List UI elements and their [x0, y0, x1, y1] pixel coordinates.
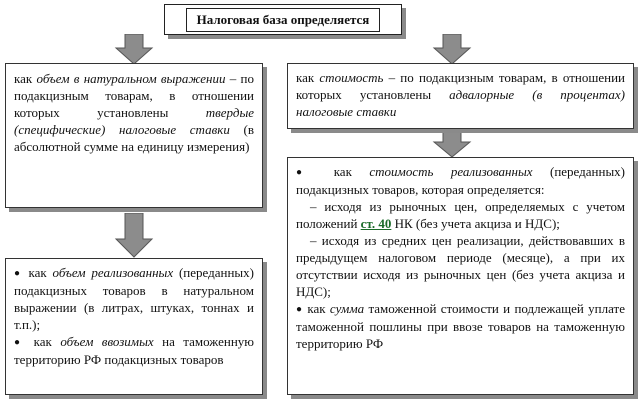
sub-item-market-prices: – исходя из рыночных цен, определяемых с учетом положений ст. 40 НК (без учета акциза и НДС); [296, 199, 625, 231]
list-item: ● как объем реализованных (переданных) подакцизных товаров в натуральном выражении (в литрах, штуках, тоннах и т.п.); [14, 265, 254, 332]
bullet-icon: ● [296, 167, 317, 178]
value-details-box [287, 157, 634, 395]
arrow-down-left-icon [114, 34, 154, 65]
diagram-title: Налоговая база определяется [186, 8, 381, 32]
arrow-down-left-lower-icon [114, 213, 154, 258]
list-item: ● как стоимость реализованных (переданных) подакцизных товаров, которая определяется: [296, 164, 626, 197]
bullet-icon: ● [14, 337, 26, 348]
value-box [287, 63, 634, 129]
list-item: ● как объем ввозимых на таможенную территорию РФ подакцизных товаров [14, 334, 255, 367]
arrow-down-right-icon [432, 34, 472, 65]
volume-details-box [5, 258, 263, 395]
bullet-icon: ● [296, 304, 304, 315]
diagram-title-box [164, 4, 402, 35]
natural-volume-text: как объем в натуральном выражении – по подакцизным товарам, в отношении которых установлены твердые (специфические) налоговые ставки (в абсолютной сумме на единицу измерения) [14, 71, 255, 154]
bullet-icon: ● [14, 268, 23, 279]
article-40-link[interactable]: ст. 40 [360, 216, 392, 231]
sub-item-average-prices: – исходя из средних цен реализации, действовавших в предыдущем налоговом периоде (месяце), а при их отсутствии исходя из рыночных цен (без учета акциза и НДС); [296, 233, 625, 299]
list-item: ● как сумма таможенной стоимости и подлежащей уплате таможенной пошлины при ввозе товаров на таможенную территорию РФ [296, 301, 626, 351]
arrow-down-right-lower-icon [432, 130, 472, 158]
value-text: как стоимость – по подакцизным товарам, в отношении которых установлены адвалорные (в процентах) налоговые ставки [296, 70, 625, 119]
natural-volume-box [5, 63, 263, 208]
